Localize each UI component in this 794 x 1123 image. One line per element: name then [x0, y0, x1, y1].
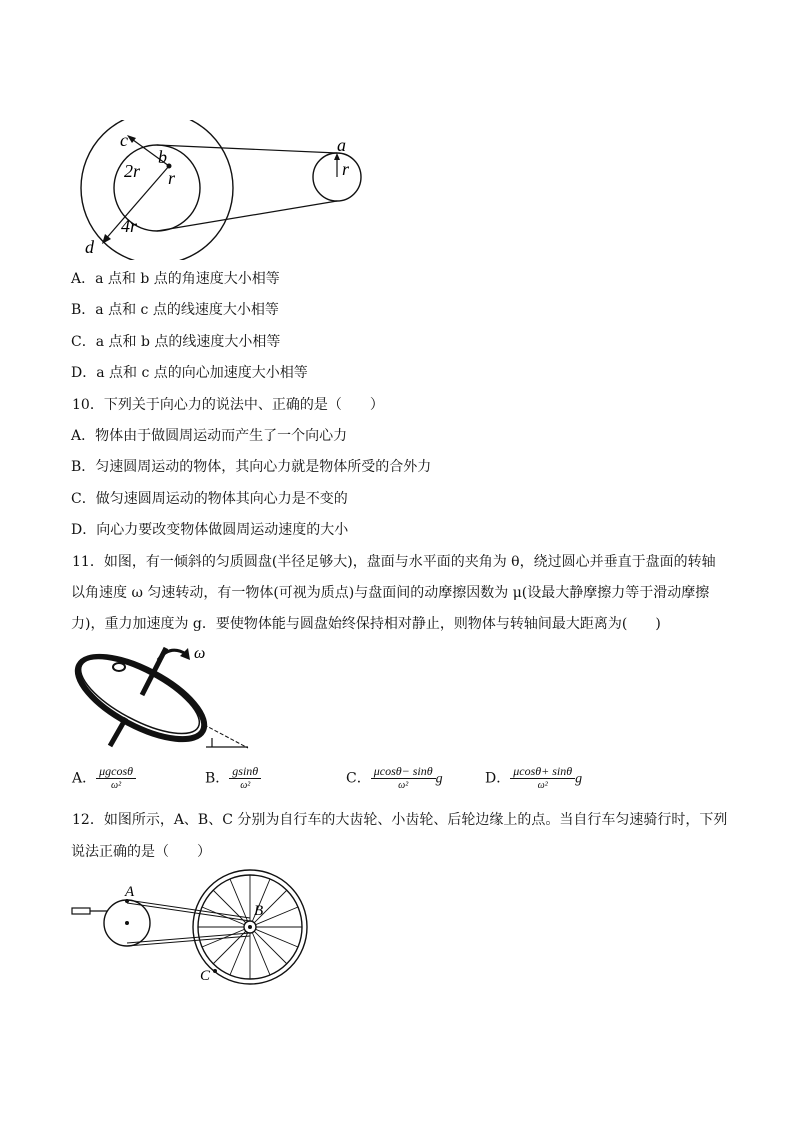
bicycle-drive-figure [70, 865, 315, 990]
q11-option-c [346, 764, 443, 793]
q9-option-c: C．a 点和 b 点的线速度大小相等 [71, 334, 281, 350]
q11-option-a-numerator: μgcosθ [96, 764, 136, 779]
q11-stem-line-3: 力)，重力加速度为 g．要使物体能与圆盘始终保持相对静止，则物体与转轴间最大距离为( ) [71, 616, 661, 632]
point-c-marker [213, 969, 217, 973]
q11-option-b-numerator: gsinθ [229, 764, 261, 779]
q11-option-b-label: B． [205, 770, 230, 787]
pedal-crank [72, 908, 90, 914]
q11-option-c-numerator: μcosθ− sinθ [371, 764, 436, 779]
label-B: B [254, 903, 264, 919]
label-r-center: r [168, 168, 176, 188]
omega-label: ω [194, 645, 206, 662]
label-C: C [200, 968, 211, 984]
rear-hub [248, 925, 252, 929]
q10-option-d: D．向心力要改变物体做圆周运动速度的大小 [71, 522, 349, 538]
q9-option-d: D．a 点和 c 点的向心加速度大小相等 [71, 365, 308, 381]
q11-option-d-tail: g [575, 771, 583, 787]
belt-bottom [157, 201, 337, 231]
q10-option-a: A．物体由于做圆周运动而产生了一个向心力 [71, 428, 348, 444]
q9-option-b: B．a 点和 c 点的线速度大小相等 [71, 302, 279, 318]
label-A: A [125, 884, 135, 900]
label-r-small: r [342, 159, 350, 179]
label-b: b [158, 147, 167, 167]
q11-stem-line-2: 以角速度 ω 匀速转动，有一物体(可视为质点)与盘面间的动摩擦因数为 μ(设最大静摩擦力等于滑动摩擦 [71, 585, 710, 601]
label-4r: 4r [121, 216, 138, 236]
q11-option-c-tail: g [435, 771, 443, 787]
q9-option-a: A．a 点和 b 点的角速度大小相等 [71, 271, 280, 287]
q11-option-d [485, 764, 582, 793]
q11-option-c-denominator: ω² [398, 780, 409, 791]
rotation-axle-bottom [110, 718, 126, 746]
q11-option-a-denominator: ω² [111, 780, 122, 791]
q12-stem-line-2: 说法正确的是（ ） [71, 844, 211, 860]
belt-top [157, 145, 337, 153]
arrowhead-d [102, 234, 111, 244]
q11-option-c-label: C． [346, 770, 371, 787]
object-block [113, 663, 125, 671]
q11-option-d-denominator: ω² [537, 780, 548, 791]
q11-option-b-denominator: ω² [240, 780, 251, 791]
q11-option-d-numerator: μcosθ+ sinθ [510, 764, 575, 779]
q12-stem-line-1: 12．如图所示，A、B、C 分别为自行车的大齿轮、小齿轮、后轮边缘上的点。当自行车匀速骑行时，下列 [72, 812, 728, 828]
label-d: d [85, 237, 94, 257]
q11-stem-line-1: 11．如图，有一倾斜的匀质圆盘(半径足够大)，盘面与水平面的夹角为 θ，绕过圆心并垂直于盘面的转轴 [72, 554, 716, 570]
chainring-center [125, 921, 129, 925]
tilted-disk-figure [70, 640, 260, 755]
q11-option-a-label: A． [72, 770, 97, 787]
pulley-figure [70, 120, 370, 260]
q11-option-b [205, 764, 261, 793]
label-c: c [120, 130, 128, 150]
label-2r: 2r [124, 161, 141, 181]
q11-option-a [72, 764, 136, 793]
rotation-arrowhead [180, 648, 190, 660]
q10-stem: 10．下列关于向心力的说法中、正确的是（ ） [72, 397, 384, 413]
q10-option-c: C．做匀速圆周运动的物体其向心力是不变的 [71, 491, 348, 507]
q11-option-d-label: D． [485, 770, 511, 787]
q10-option-b: B．匀速圆周运动的物体，其向心力就是物体所受的合外力 [71, 459, 432, 475]
label-a: a [337, 135, 346, 155]
